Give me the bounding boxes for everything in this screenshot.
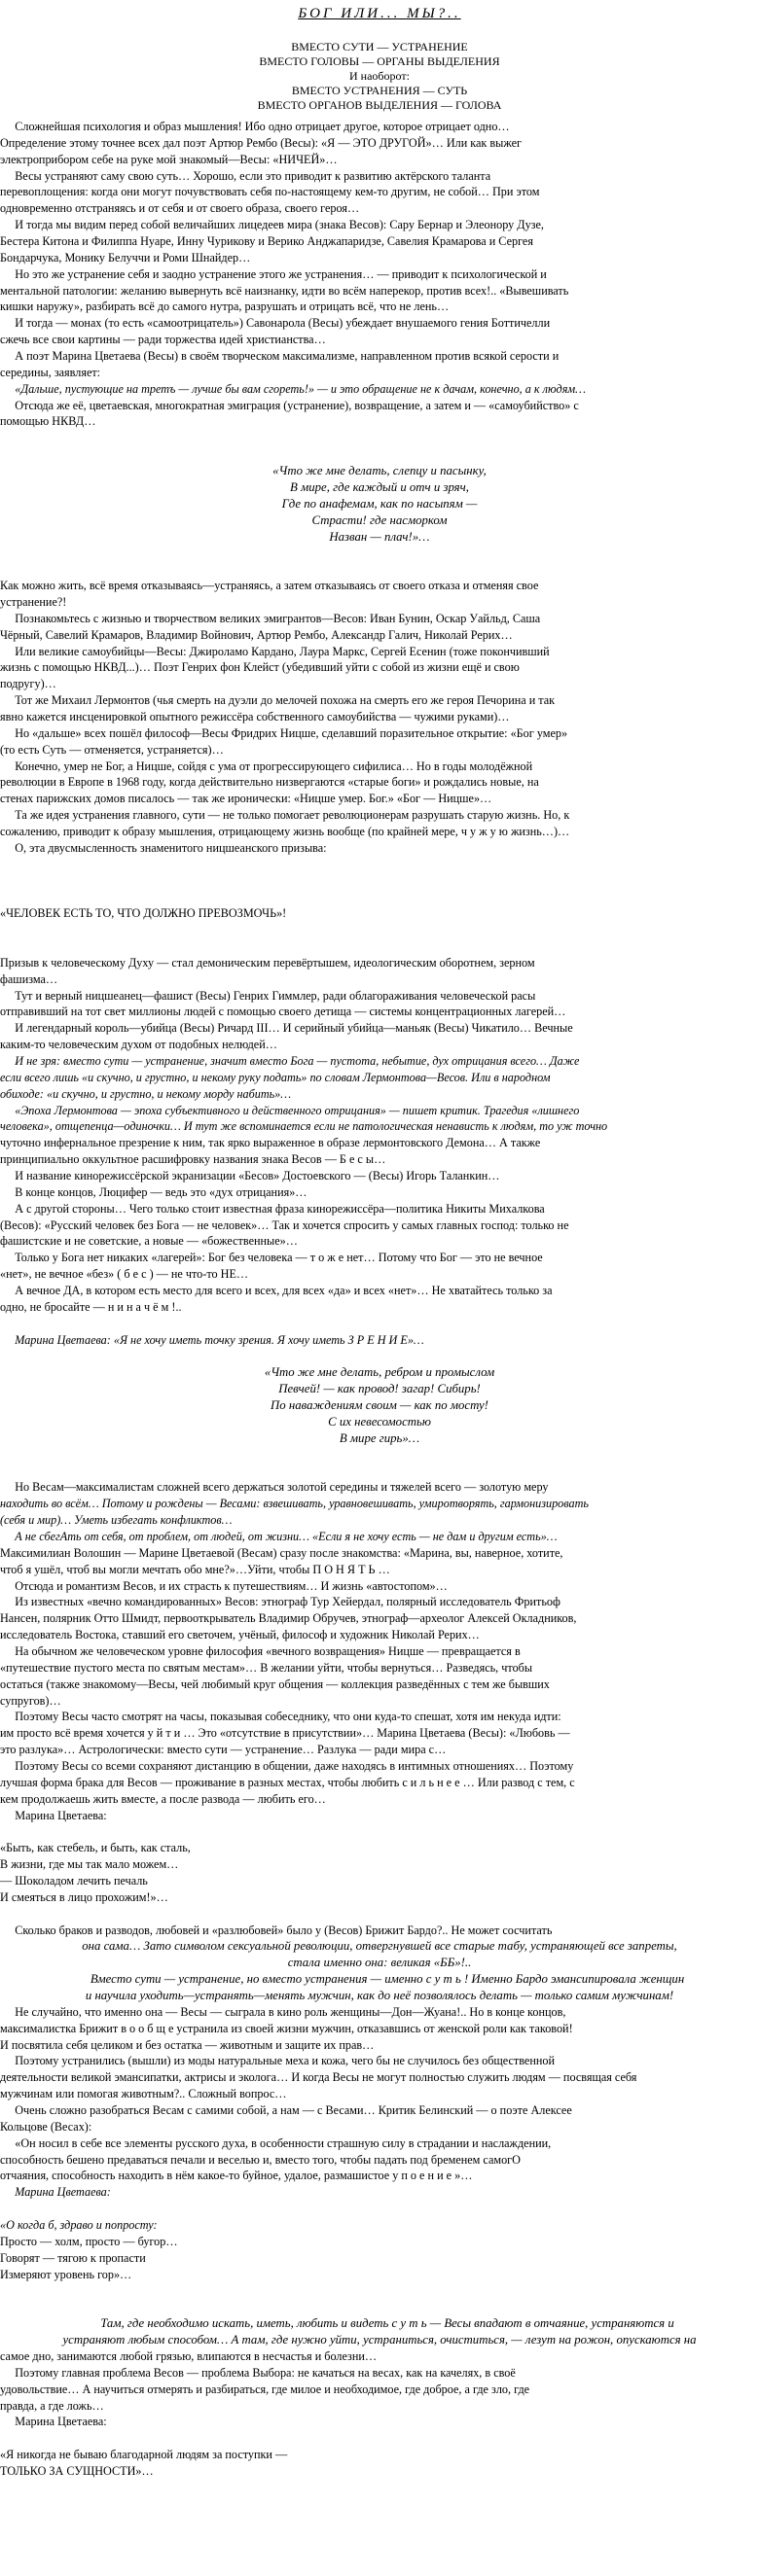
text-line: (Весов): «Русский человек без Бога — не человек»… Так и хочется спросить у самых главных господ: только не: [0, 1218, 569, 1232]
text-line: Марина Цветаева:: [0, 2415, 107, 2428]
text-line: И не зря: вместо сути — устранение, значит вместо Бога — пустота, небытие, дух отрицания всего… Даже: [0, 1054, 580, 1068]
text-line: «О когда б, здраво и попросту:: [0, 2218, 158, 2232]
text-line: кем продолжаешь жить вместе, а после развода — любить его…: [0, 1792, 326, 1806]
text-line: отправивший на тот свет миллионы людей с помощью своего детища — системы концентрационных лагерей…: [0, 1005, 566, 1018]
text-line: Весы устраняют саму свою суть… Хорошо, если это приводит к развитию актёрского таланта: [0, 169, 491, 183]
subtitle-line: ВМЕСТО УСТРАНЕНИЯ — СУТЬ: [291, 84, 468, 97]
text-line: сожалению, приводит к образу мышления, отрицающему жизнь вообще (по крайней мере, ч у ж у ю жизнь…)…: [0, 825, 570, 838]
text-line: Вместо сути — устранение, но вместо устранения — именно с у т ь ! Именно Бардо эмансипировала женщин: [74, 1972, 685, 1986]
text-line: «ЧЕЛОВЕК ЕСТЬ ТО, ЧТО ДОЛЖНО ПРЕВОЗМОЧЬ»!: [0, 906, 287, 920]
text-line: стала именно она: великая «ББ»!..: [287, 1956, 472, 1969]
text-line: лучшая форма брака для Весов — проживание в разных местах, чтобы любить с и л ь н е е … Или развод с тем, с: [0, 1776, 575, 1789]
text-line: отчаяния, способность находить в нём какое-то буйное, удалое, размашистое у п о е н и е »…: [0, 2169, 473, 2182]
text-line: Марина Цветаева: «Я не хочу иметь точку зрения. Я хочу иметь З Р Е Н И Е»…: [0, 1333, 424, 1347]
text-line: Поэтому устранились (вышли) из моды натуральные меха и кожа, чего бы не случилось без общественной: [0, 2054, 555, 2067]
text-line: супругов)…: [0, 1694, 61, 1708]
text-line: находить во всём… Потому и рождены — Весами: взвешивать, уравновешивать, умиротворять, гармонизировать: [0, 1497, 589, 1510]
text-line: А вечное ДА, в котором есть место для всего и всех, для всех «да» и всех «нет»… Не хватайтесь только за: [0, 1284, 553, 1297]
text-line: ТОЛЬКО ЗА СУЩНОСТИ»…: [0, 2464, 154, 2478]
text-line: Отсюда же её, цветаевская, многократная эмиграция (устранение), возвращение, а затем и — «самоубийство» с: [0, 399, 579, 412]
text-line: Нансен, полярник Отто Шмидт, первооткрыватель Владимир Обручев, этнограф—археолог Алексей Окладников,: [0, 1611, 577, 1625]
text-line: подругу)…: [0, 677, 56, 690]
text-line: она сама… Зато символом сексуальной революции, отвергнувшей все старые табу, устраняющей все запреты,: [82, 1939, 677, 1953]
subtitle-line: ВМЕСТО ОРГАНОВ ВЫДЕЛЕНИЯ — ГОЛОВА: [257, 98, 502, 112]
text-line: Призыв к человеческому Духу — стал демоническим перевёртышем, идеологическим оборотнем, зерном: [0, 956, 535, 970]
text-line: Страсти! где насморком: [311, 513, 448, 527]
subtitle-line: ВМЕСТО ГОЛОВЫ — ОРГАНЫ ВЫДЕЛЕНИЯ: [259, 54, 500, 68]
text-line: И тогда — монах (то есть «самоотрицатель») Савонарола (Весы) убеждает внушаемого гения Боттичелли: [0, 316, 551, 330]
text-line: Сколько браков и разводов, любовей и «разлюбовей» было у (Весов) Брижит Бардо?.. Не может сосчитать: [0, 1923, 553, 1937]
text-line: А с другой стороны… Чего только стоит известная фраза кинорежиссёра—политика Никиты Михалкова: [0, 1202, 545, 1216]
text-line: революции в Европе в 1968 году, когда действительно низвергаются «старые боги» и рождались новые, на: [0, 775, 539, 789]
text-line: Определение этому точнее всех дал поэт Артюр Рембо (Весы): «Я — ЭТО ДРУГОЙ»… Или как выжег: [0, 136, 523, 150]
text-line: чтоб я ушёл, чтоб вы могли мечтать обо мне?»…Уйти, чтобы П О Н Я Т Ь …: [0, 1563, 390, 1576]
text-line: остаться (также знакомому—Весы, чей любимый круг общения — коллекция разведённых с тем же бывших: [0, 1677, 550, 1691]
text-line: одно, не бросайте — н и н а ч ё м !..: [0, 1300, 182, 1314]
text-line: явно кажется инсценировкой опытного режиссёра собственного самоубийства — чужими руками)…: [0, 710, 510, 723]
text-line: «Дальше, пустующие на третъ — лучше бы вам сгореть!» — и это обращение не к дачам, конечно, а к людям…: [0, 382, 587, 396]
text-line: Тут и верный ницшеанец—фашист (Весы) Генрих Гиммлер, ради облагораживания человеческой расы: [0, 989, 536, 1003]
text-line: В мире, где каждый и отч и зряч,: [290, 480, 469, 494]
text-line: Поэтому Весы со всеми сохраняют дистанцию в общении, даже находясь в интимных отношениях… Поэтому: [0, 1759, 574, 1773]
text-line: По наваждениям своим — как по мосту!: [271, 1398, 488, 1412]
text-line: Просто — холм, просто — бугор…: [0, 2235, 178, 2248]
text-line: Только у Бога нет никаких «лагерей»: Бог без человека — т о ж е нет… Потому что Бог — это не вечное: [0, 1251, 543, 1264]
text-line: Где по анафемам, как по насыпям —: [281, 497, 478, 511]
text-line: «Что же мне делать, ребром и промыслом: [264, 1365, 495, 1379]
text-line: В конце концов, Люцифер — ведь это «дух отрицания»…: [0, 1185, 307, 1199]
text-line: стенах парижских домов писалось — так же иронически: «Ницше умер. Бог.» «Бог — Ницше»…: [0, 792, 492, 805]
text-line: Сложнейшая психология и образ мышления! Ибо одно отрицает другое, которое отрицает одно…: [0, 120, 510, 133]
text-line: Из известных «вечно командированных» Весов: этнограф Тур Хейердал, полярный исследователь Фритьоф: [0, 1595, 560, 1608]
text-line: Бестера Китона и Филиппа Нуаре, Инну Чурикову и Верико Анджапаридзе, Савелия Крамарова и Сергея: [0, 234, 533, 248]
text-line: устранение?!: [0, 595, 67, 609]
subtitle-line: ВМЕСТО СУТИ — УСТРАНЕНИЕ: [291, 40, 468, 53]
text-line: деятельности великой эмансипатки, актрисы и эколога… И когда Весы не могут полностью служить людям — посвящая себя: [0, 2070, 637, 2084]
text-line: И легендарный король—убийца (Весы) Ричард III… И серийный убийца—маньяк (Весы) Чикатило… Вечные: [0, 1021, 573, 1035]
text-line: Как можно жить, всё время отказываясь—устраняясь, а затем отказываясь от своего отказа и отменяя свое: [0, 579, 539, 592]
text-line: им просто всё время хочется у й т и … Это «отсутствие в присутствии»… Марина Цветаева (Весы): «Любовь —: [0, 1726, 570, 1740]
text-line: Марина Цветаева:: [0, 2185, 111, 2199]
text-line: обиходе: «и скучно, и грустно, и некому морду набить»…: [0, 1087, 292, 1101]
text-line: чуточно инфернальное презрение к ним, так ярко выраженное в образе лермонтовского Демона… А также: [0, 1136, 541, 1149]
text-line: правда, а где ложь…: [0, 2399, 104, 2413]
text-line: Та же идея устранения главного, сути — не только помогает революционерам разрушать старую жизнь. Но, к: [0, 808, 570, 822]
text-line: одновременно отстраняясь и от себя и от своего образа, своего героя…: [0, 201, 360, 215]
text-line: если всего лишь «и скучно, и грустно, и некому руку подать» по словам Лермонтова—Весов. Или в народном: [0, 1071, 551, 1084]
text-line: В жизни, где мы так мало можем…: [0, 1857, 179, 1871]
text-line: Или великие самоубийцы—Весы: Джироламо Кардано, Лаура Маркс, Сергей Есенин (тоже покончивший: [0, 645, 550, 658]
text-line: Максимилиан Волошин — Марине Цветаевой (Весам) сразу после знакомства: «Марина, вы, наверное, хотите,: [0, 1546, 563, 1560]
text-line: исследователь Востока, ставший его светочем, учёный, философ и художник Николай Рерих…: [0, 1628, 480, 1641]
subtitle-line: И наоборот:: [349, 69, 410, 83]
text-line: «Что же мне делать, слепцу и пасынку,: [272, 464, 487, 477]
text-line: Измеряют уровень гор»…: [0, 2268, 132, 2281]
text-line: «Быть, как стебель, и быть, как сталь,: [0, 1841, 191, 1854]
text-line: электроприбором себе на руке мой знакомый—Весы: «НИЧЕЙ»…: [0, 153, 338, 166]
text-line: Кольцове (Весах):: [0, 2120, 92, 2134]
text-line: максималистка Брижит в о о б щ е устранила из своей жизни мужчин, отказавшись от женской роли как таковой!: [0, 2022, 573, 2035]
text-line: перевоплощения: когда они могут почувствовать себя по-настоящему кем-то другим, не собой… При этом: [0, 185, 540, 198]
text-line: устраняют любым способом… А там, где нужно уйти, устраниться, очиститься, — лезут на рожон, опускаются на: [62, 2333, 697, 2347]
text-line: Бондарчука, Монику Белуччи и Роми Шнайдер…: [0, 251, 251, 265]
text-line: Тот же Михаил Лермонтов (чья смерть на дуэли до мелочей похожа на смерть его же героя Печорина и так: [0, 693, 556, 707]
text-line: И тогда мы видим перед собой величайших лицедеев мира (знака Весов): Сару Бернар и Элеонору Дузе,: [0, 218, 544, 231]
text-line: (то есть Суть — отменяется, устраняется)…: [0, 743, 224, 757]
text-line: кишки наружу», разбирать всё до самого нутра, разрушать и отрицать всё, что не лень…: [0, 300, 450, 313]
text-line: Не случайно, что именно она — Весы — сыграла в кино роль женщины—Дон—Жуана!.. Но в конце концов,: [0, 2005, 566, 2019]
text-line: «нет», не вечное «без» ( б е с ) — не что-то НЕ…: [0, 1267, 249, 1281]
text-line: А не сбегАть от себя, от проблем, от людей, от жизни… «Если я не хочу есть — не дам и другим есть»…: [0, 1530, 558, 1543]
text-line: Но Весам—максималистам сложней всего держаться золотой середины и тяжелей всего — золотую меру: [0, 1480, 549, 1494]
text-line: Назван — плач!»…: [329, 530, 430, 544]
text-line: «Я никогда не бываю благодарной людям за поступки —: [0, 2448, 288, 2461]
text-line: фашистские и не советские, а новые — «божественные»…: [0, 1234, 298, 1248]
text-line: середины, заявляет:: [0, 366, 101, 379]
text-line: Поэтому главная проблема Весов — проблема Выбора: не качаться на весах, как на качелях, в своё: [0, 2366, 516, 2380]
text-line: И название кинорежиссёрской экранизации «Бесов» Достоевского — (Весы) Игорь Таланкин…: [0, 1169, 500, 1182]
text-line: Конечно, умер не Бог, а Ницше, сойдя с ума от прогрессирующего сифилиса… Но в годы молодёжной: [0, 759, 533, 773]
text-line: «Он носил в себе все элементы русского духа, в особенности страшную силу в страдании и наслаждении,: [0, 2136, 552, 2150]
text-line: На обычном же человеческом уровне философия «вечного возвращения» Ницше — превращается в: [0, 1644, 521, 1658]
text-line: принципиально оккультное расшифровку названия знака Весов — Б е с ы…: [0, 1152, 386, 1166]
text-line: Но это же устранение себя и заодно устранение этого же устранения… — приводит к психологической и: [0, 267, 547, 281]
text-line: «Эпоха Лермонтова — эпоха субъективного и действенного отрицания» — пишет критик. Трагедия «лишнего: [0, 1104, 580, 1117]
text-line: А поэт Марина Цветаева (Весы) в своём творческом максимализме, направленном против всякой серости и: [0, 349, 560, 363]
text-line: самое дно, занимаются любой грязью, влипаются в несчастья и болезни…: [0, 2349, 378, 2363]
text-line: Певчей! — как провод! загар! Сибирь!: [278, 1382, 481, 1395]
text-line: И смеяться в лицо прохожим!»…: [0, 1890, 168, 1904]
text-line: Но «дальше» всех пошёл философ—Весы Фридрих Ницше, сделавший поразительное открытие: «Бог умер»: [0, 726, 568, 740]
page-title: БОГ ИЛИ... МЫ?..: [298, 6, 461, 21]
text-line: помощью НКВД…: [0, 414, 96, 428]
text-line: О, эта двусмысленность знаменитого ницшеанского призыва:: [0, 841, 327, 855]
text-line: удовольствие… А научиться отмерять и разбираться, где милое и необходимое, где доброе, а где зло, где: [0, 2382, 530, 2396]
text-line: Чёрный, Савелий Крамаров, Владимир Войнович, Артюр Рембо, Александр Галич, Николай Рерих…: [0, 628, 513, 642]
text-line: В мире гирь»…: [339, 1431, 420, 1445]
text-line: фашизма…: [0, 972, 58, 986]
text-line: это разлука»… Астрологически: вместо сути — устранение… Разлука — ради мира с…: [0, 1743, 447, 1756]
text-line: мужчинам или помогая животным?.. Сложный вопрос…: [0, 2087, 287, 2100]
text-line: и научила уходить—устранять—менять мужчин, как до неё позволялось делать — только самим мужчинам!: [85, 1989, 674, 2002]
text-line: Марина Цветаева:: [0, 1809, 107, 1822]
text-line: Там, где необходимо искать, иметь, любить и видеть с у т ь — Весы впадают в отчаяние, устраняются и: [85, 2316, 674, 2330]
text-line: каким-то человеческим духом от подобных нелюдей…: [0, 1038, 277, 1051]
text-line: С их невесомостью: [328, 1415, 431, 1429]
text-line: И посвятила себя целиком и без остатка — животным и защите их прав…: [0, 2038, 375, 2052]
text-line: Говорят — тягою к пропасти: [0, 2251, 146, 2265]
text-line: Поэтому Весы часто смотрят на часы, показывая собеседнику, что они куда-то спешат, хотя им некуда идти:: [0, 1710, 561, 1723]
text-line: ментальной патологии: желанию вывернуть всё наизнанку, идти во всём наперекор, против всех!.. «Вывешивать: [0, 284, 569, 298]
text-line: (себя и мир)… Уметь избегать конфликтов…: [0, 1513, 233, 1527]
text-line: Познакомьтесь с жизнью и творчеством великих эмигрантов—Весов: Иван Бунин, Оскар Уайльд, Саша: [0, 612, 541, 625]
text-line: способность бешено предаваться печали и веселью и, вместо того, чтобы падать под бременем самогО: [0, 2153, 521, 2167]
text-line: «путешествие пустого места по святым местам»… В желании уйти, чтобы вернуться… Разведясь, чтобы: [0, 1661, 533, 1675]
text-line: жизнь с помощью НКВД...)… Поэт Генрих фон Клейст (убедивший уйти с собой из жизни ещё и свою: [0, 660, 520, 674]
text-line: Отсюда и романтизм Весов, и их страсть к путешествиям… И жизнь «автостопом»…: [0, 1579, 448, 1593]
text-line: сжечь все свои картины — ради торжества идей христианства…: [0, 333, 326, 346]
text-line: Очень сложно разобраться Весам с самими собой, а нам — с Весами… Критик Белинский — о поэте Алексее: [0, 2103, 572, 2117]
text-line: человека», отщепенца—одиночки… И тут же вспоминается если не патологическая ненависть к людям, то уж точно: [0, 1119, 608, 1133]
text-line: — Шоколадом лечить печаль: [0, 1874, 148, 1888]
